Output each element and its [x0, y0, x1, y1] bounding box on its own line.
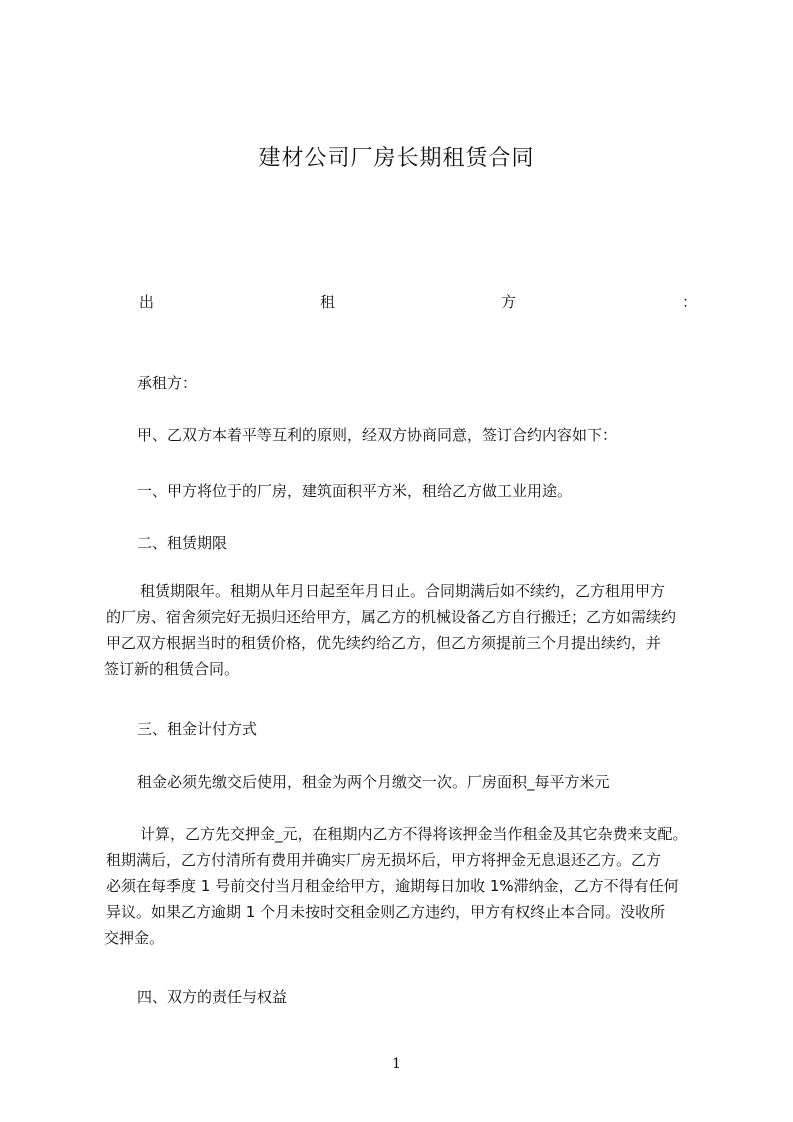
lessee-label: 承租方：: [137, 374, 198, 392]
lessor-char: 方: [500, 293, 516, 311]
document-title: 建材公司厂房长期租赁合同: [258, 146, 535, 171]
clause-2-body: [104, 578, 676, 682]
clause-3-heading: 三、租金计付方式: [137, 720, 258, 738]
clause-1: 一、甲方将位于的厂房，建筑面积平方米，租给乙方做工业用途。: [137, 482, 573, 500]
clause-3-line: 必须在每季度 1 号前交付当月租金给甲方，逾期每日加收 1%滞纳金，乙方不得有任何: [106, 877, 679, 895]
clause-2-line: 租赁期限年。租期从年月日起至年月日止。合同期满后如不续约，乙方租用甲方: [140, 582, 666, 600]
clause-3-line: 租期满后，乙方付清所有费用并确实厂房无损坏后，甲方将押金无息退还乙方。乙方: [106, 851, 662, 869]
preamble: 甲、乙双方本着平等互利的原则，经双方协商同意，签订合约内容如下：: [137, 426, 618, 444]
clause-2-line: 甲乙双方根据当时的租赁价格，优先续约给乙方，但乙方须提前三个月提出续约，并: [106, 634, 662, 652]
lessor-char: ：: [681, 293, 697, 311]
lessor-char: 租: [319, 293, 335, 311]
clause-2-line: 签订新的租赁合同。: [104, 660, 240, 678]
clause-3-line: 异议。如果乙方逾期 1 个月未按时交租金则乙方违约，甲方有权终止本合同。没收所: [106, 903, 666, 921]
clause-3-line: 计算，乙方先交押金_元，在租期内乙方不得将该押金当作租金及其它杂费来支配。: [140, 825, 688, 843]
lessor-char: 出: [139, 293, 155, 311]
clause-4-heading: 四、双方的责任与权益: [137, 988, 288, 1006]
lessor-label: [139, 291, 697, 312]
clause-3-intro: 租金必须先缴交后使用，租金为两个月缴交一次。厂房面积_每平方米元: [137, 773, 610, 791]
clause-3-body: [104, 821, 688, 951]
page-number: 1: [392, 1056, 401, 1072]
clause-2-heading: 二、租赁期限: [137, 534, 228, 552]
clause-2-line: 的厂房、宿舍须完好无损归还给甲方，属乙方的机械设备乙方自行搬迁；乙方如需续约: [106, 608, 677, 626]
clause-3-line: 交押金。: [104, 929, 165, 947]
